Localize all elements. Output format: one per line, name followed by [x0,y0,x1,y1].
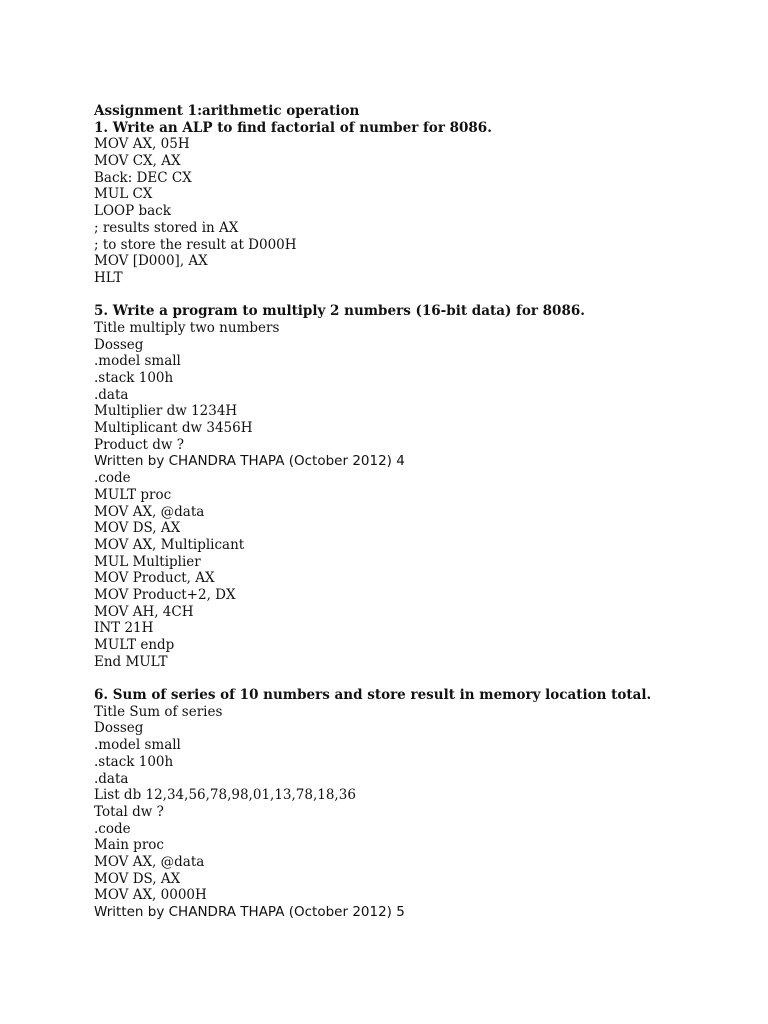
code-line: MOV AX, @data [94,853,205,870]
code-line: Main proc [94,837,164,854]
code-line: .model small [94,353,181,370]
code-line: LOOP back [94,203,171,220]
code-line: INT 21H [94,620,154,637]
code-line: MOV AX, 05H [94,136,190,153]
code-line: MOV AH, 4CH [94,603,194,620]
code-line: Dosseg [94,336,144,353]
page-footer: Written by CHANDRA THAPA (October 2012) 5 [94,904,405,920]
code-line: Title Sum of series [94,703,223,720]
code-line: .stack 100h [94,370,174,386]
code-line: MOV Product+2, DX [94,586,236,603]
code-line: MOV AX, 0000H [94,887,207,904]
code-line: .code [94,820,131,837]
code-line: End MULT [94,653,168,670]
code-line: Multiplier dw 1234H [94,403,238,420]
code-line: MOV Product, AX [94,570,215,587]
code-line: .data [94,386,129,403]
page-footer: Written by CHANDRA THAPA (October 2012) 4 [94,453,405,470]
code-line: MULT proc [94,486,172,503]
section-1-heading: 1. Write an ALP to find factorial of number for 8086. [94,119,492,136]
code-line: Dosseg [94,720,144,737]
code-line: HLT [94,269,123,286]
code-comment: ; to store the result at D000H [94,236,297,253]
code-line: .model small [94,737,181,754]
code-line: MOV AX, Multiplicant [94,536,245,553]
document-page [94,103,754,921]
code-line: Multiplicant dw 3456H [94,420,253,437]
code-line: .code [94,470,131,487]
code-line: Back: DEC CX [94,169,192,186]
code-line: Product dw ? [94,436,185,453]
code-line: MOV [D000], AX [94,253,208,270]
code-line: MOV DS, AX [94,520,181,537]
code-line: Total dw ? [94,803,164,820]
code-comment: ; results stored in AX [94,219,239,236]
code-line: MUL Multiplier [94,553,201,570]
section-5-heading: 5. Write a program to multiply 2 numbers (16-bit data) for 8086. [94,303,585,320]
code-line: MULT endp [94,637,175,653]
code-line: MOV DS, AX [94,870,181,887]
code-line: Title multiply two numbers [94,319,280,336]
code-line: MOV CX, AX [94,153,181,170]
blank-line [94,670,754,687]
blank-line [94,287,754,304]
code-line: MUL CX [94,186,153,203]
code-line: MOV AX, @data [94,503,205,520]
code-line: .stack 100h [94,753,174,770]
assignment-title: Assignment 1:arithmetic operation [94,103,360,119]
code-line: .data [94,770,129,787]
code-line: List db 12,34,56,78,98,01,13,78,18,36 [94,787,356,804]
section-6-heading: 6. Sum of series of 10 numbers and store result in memory location total. [94,687,652,704]
